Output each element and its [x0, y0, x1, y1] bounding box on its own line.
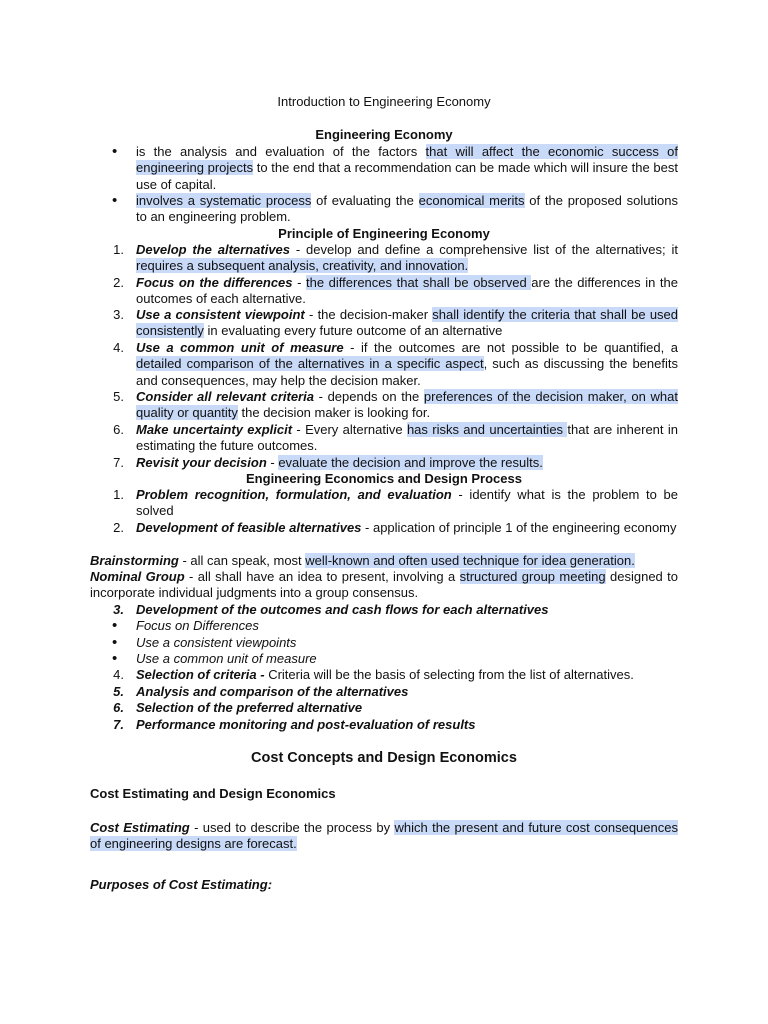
term-label: Focus on the differences [136, 275, 293, 290]
text-run: - all can speak, most [178, 553, 306, 568]
list-item-text: Focus on Differences [136, 618, 259, 633]
list-number: 5. [113, 389, 124, 404]
term-label: Make uncertainty explicit [136, 422, 293, 437]
term-label: Cost Estimating [90, 820, 190, 835]
text-run: - application of principle 1 of the engineering economy [361, 520, 677, 535]
purposes-heading: Purposes of Cost Estimating: [90, 877, 273, 892]
list-item-text [136, 422, 678, 455]
text-run: of the proposed solutions to an engineering problem. [136, 193, 678, 225]
highlighted-text: which the present and future cost consequences of engineering designs are forecast. [90, 820, 678, 852]
highlighted-text: evaluate the decision and improve the results. [278, 455, 543, 470]
list-item-text [136, 684, 678, 700]
text-run: the decision maker is looking for. [237, 405, 431, 421]
term-label: Development of the outcomes and cash flows for each alternatives [136, 602, 549, 617]
term-label: Nominal Group [90, 569, 185, 584]
highlighted-text: that will affect the economic success of engineering projects [136, 144, 678, 176]
bullet-marker: • [112, 617, 118, 634]
section-heading-engineering-economy: Engineering Economy [315, 127, 453, 142]
term-label: Problem recognition, formulation, and evaluation [136, 487, 452, 502]
list-number: 2. [113, 520, 124, 535]
list-number: 3. [113, 307, 124, 322]
list-number: 4. [113, 667, 124, 682]
document-title: Introduction to Engineering Economy [277, 94, 491, 109]
list-item-text [136, 307, 678, 340]
text-run: - [266, 455, 279, 470]
text-run: designed to incorporate individual judgments into a group consensus. [90, 569, 678, 601]
text-run: - used to describe the process by [189, 820, 395, 835]
highlighted-text: the differences that shall be observed [306, 275, 532, 290]
section-heading-cost-concepts: Cost Concepts and Design Economics [251, 750, 517, 766]
list-number: 7. [113, 717, 124, 732]
term-label: Brainstorming [90, 553, 179, 568]
list-item-text [136, 602, 678, 618]
list-item-text [136, 144, 678, 193]
highlighted-text: preferences of the decision maker, on what quality or quantity [136, 389, 678, 421]
list-item-text [136, 275, 678, 308]
text-run: , such as discussing the benefits and consequences, may help the decision maker. [136, 356, 678, 388]
list-item-text [136, 455, 678, 471]
section-heading-principles: Principle of Engineering Economy [278, 226, 490, 241]
list-number: 1. [113, 487, 124, 502]
list-number: 7. [113, 455, 124, 470]
list-item-text [136, 667, 678, 683]
term-label: Develop the alternatives [136, 242, 291, 257]
highlighted-text: shall identify the criteria that shall be used consistently [136, 307, 679, 339]
list-number: 4. [113, 340, 124, 355]
highlighted-text: economical merits [418, 193, 525, 208]
text-run: of evaluating the [311, 193, 419, 208]
text-run: - identify what is the problem to be solved [136, 487, 678, 519]
text-run: - develop and define a comprehensive list of the alternatives; it [290, 242, 678, 257]
list-number: 6. [113, 422, 124, 437]
list-item-text: Use a consistent viewpoints [136, 635, 297, 650]
list-item-text [136, 487, 678, 520]
term-label: Selection of the preferred alternative [136, 700, 363, 715]
text-run: - the decision-maker [304, 307, 433, 322]
highlighted-text: well-known and often used technique for idea generation. [305, 553, 635, 568]
text-run: - if the outcomes are not possible to be quantified, a [343, 340, 678, 355]
text-run: - [292, 275, 307, 290]
list-number: 2. [113, 275, 124, 290]
highlighted-text: detailed comparison of the alternatives in a specific aspect [136, 356, 484, 372]
text-run: Criteria will be the basis of selecting from the list of alternatives. [264, 667, 634, 682]
subheading-cost-estimating: Cost Estimating and Design Economics [90, 786, 336, 801]
bullet-marker: • [112, 143, 118, 160]
list-item-text [136, 340, 678, 389]
term-label: Revisit your decision [136, 455, 267, 470]
list-item-text [136, 389, 678, 422]
section-heading-design-process: Engineering Economics and Design Process [246, 471, 522, 486]
bullet-marker: • [112, 650, 118, 667]
term-label: Consider all relevant criteria [136, 389, 314, 404]
list-item-text [136, 700, 678, 716]
brainstorming-paragraph [90, 553, 678, 569]
highlighted-text: involves a systematic process [136, 193, 312, 208]
term-label: Use a common unit of measure [136, 340, 344, 355]
bullet-marker: • [112, 192, 118, 209]
list-item-text: Use a common unit of measure [136, 651, 317, 666]
list-item-text [136, 193, 678, 226]
list-item-text [136, 717, 678, 733]
term-label: Development of feasible alternatives [136, 520, 362, 535]
text-run: to the end that a recommendation can be made which will insure the best use of capital. [136, 160, 678, 192]
nominal-group-paragraph [90, 569, 678, 602]
text-run: are the differences in the outcomes of each alternative. [136, 275, 678, 307]
text-run: is the analysis and evaluation of the factors [136, 144, 426, 159]
list-number: 5. [113, 684, 124, 699]
term-label: Performance monitoring and post-evaluation of results [136, 717, 476, 732]
bullet-marker: • [112, 634, 118, 651]
term-label: Selection of criteria - [136, 667, 265, 682]
text-run: - all shall have an idea to present, involving a [184, 569, 460, 584]
cost-estimating-definition [90, 820, 678, 853]
highlighted-text: requires a subsequent analysis, creativity, and innovation. [136, 258, 469, 274]
term-label: Analysis and comparison of the alternatives [136, 684, 409, 699]
text-run: - depends on the [313, 389, 424, 404]
text-run: in evaluating every future outcome of an alternative [203, 323, 503, 339]
highlighted-text: structured group meeting [459, 569, 606, 584]
list-number: 1. [113, 242, 124, 257]
list-number: 6. [113, 700, 124, 715]
text-run: - Every alternative [292, 422, 407, 437]
list-item-text [136, 242, 678, 275]
list-number: 3. [113, 602, 124, 617]
highlighted-text: has risks and uncertainties [406, 422, 568, 437]
text-run: that are inherent in estimating the future outcomes. [136, 422, 678, 454]
term-label: Use a consistent viewpoint [136, 307, 305, 322]
list-item-text [136, 520, 678, 536]
